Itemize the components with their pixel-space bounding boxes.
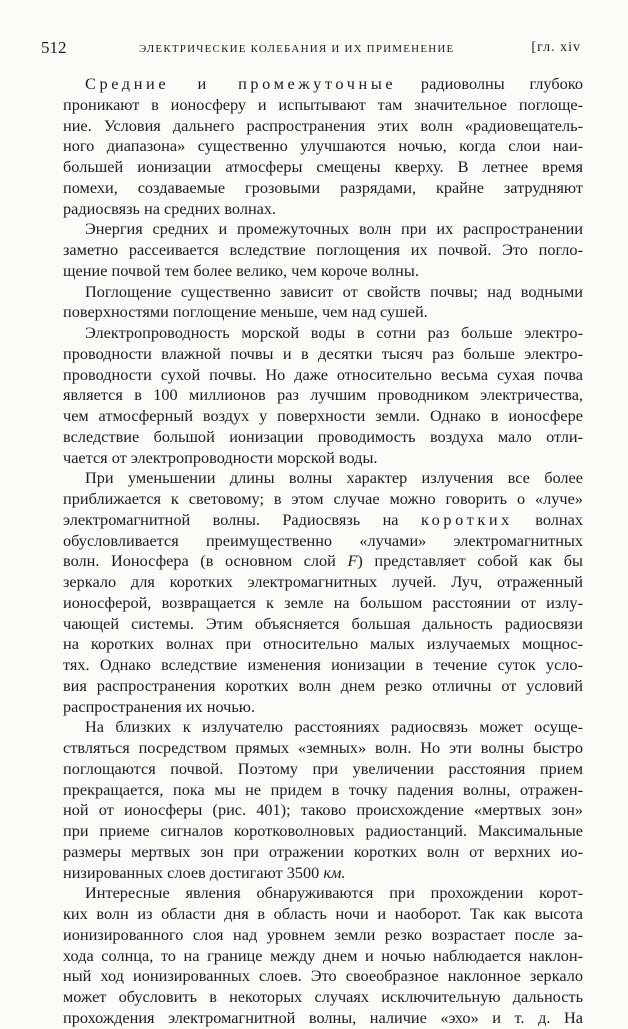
text-line: волн. Ионосфера (в основном слой F) представляет собой как бы [63, 551, 583, 571]
text-line: ного диапазона» существенно улучшаются ночью, когда слои наи- [63, 136, 583, 156]
text-line: ной от ионосферы (рис. 401); таково происхождение «мертвых зон» [63, 800, 583, 820]
text-line: щение почвой тем более велико, чем короче волны. [63, 260, 419, 280]
text-line: является в 100 миллионов раз лучшим проводником электричества, [63, 385, 583, 405]
running-title: ЭЛЕКТРИЧЕСКИЕ КОЛЕБАНИЯ И ИХ ПРИМЕНЕНИЕ [139, 43, 455, 55]
text-line: заметно рассеивается вследствие поглощения их почвой. Это погло- [63, 240, 583, 259]
text-line: поглощаются почвой. Поэтому при увеличении расстояния прием [63, 758, 583, 778]
text-line: ный ход ионизированных слоев. Это своеобразное наклонное зеркало [63, 966, 583, 986]
paragraph-1-line-1: Средние и промежуточные радиоволны глубоко [85, 74, 583, 93]
chapter-label: [гл. xiv [531, 40, 581, 55]
text-line: Электропроводность морской воды в сотни раз больше электро- [85, 323, 583, 342]
text-line: большей ионизации атмосферы смещены кверху. В летнее время [63, 157, 583, 176]
text-line: ствляться посредством прямых «земных» волн. Но эти волны быстро [63, 738, 583, 757]
text-line: ние. Условия дальнего распространения этих волн «радиовещатель- [63, 115, 583, 135]
text-line: поверхностями поглощение меньше, чем над сушей. [63, 302, 428, 322]
spaced-emphasis: коротких [420, 509, 513, 529]
text-line: Интересные явления обнаруживаются при прохождении корот- [85, 883, 583, 903]
text-line: распространения их ночью. [63, 696, 256, 716]
text-line: Энергия средних и промежуточных волн при их распространении [85, 219, 583, 239]
text-line: чем атмосферный воздух у поверхности земли. Однако в ионосфере [63, 406, 583, 425]
text-line: зеркало для коротких электромагнитных лучей. Луч, отраженный [63, 572, 583, 591]
text-line: Поглощение существенно зависит от свойств почвы; над водными [85, 281, 583, 301]
text-line: проводности влажной почвы и в десятки тысяч раз больше электро- [63, 343, 583, 363]
spaced-emphasis: Средние и промежуточные [85, 74, 397, 93]
text-line: чается от электропроводности морской воды. [63, 447, 378, 467]
text-line: радиосвязь на средних волнах. [63, 198, 277, 218]
text-line: прекращается, пока мы не придем в точку падения волны, отражен- [63, 779, 583, 799]
text-line: чающей системы. Этим объясняется большая дальность радиосвязи [63, 613, 583, 633]
text-line: проводности сухой почвы. Но даже относительно весьма сухая почва [63, 364, 583, 384]
text-line: может обусловить в некоторых случаях исключительную дальность [63, 987, 583, 1006]
text-line: низированных слоев достигают 3500 км. [63, 862, 346, 882]
text-line: ких волн из области дня в область ночи и наоборот. Так как высота [63, 904, 583, 923]
page-header [41, 38, 581, 60]
text-line: хода солнца, то на границе между днем и ночью наблюдается наклон- [63, 945, 583, 965]
text-line: На близких к излучателю расстояниях радиосвязь может осуще- [85, 717, 583, 737]
text-line: вследствие большой ионизации проводимость воздуха мало отли- [63, 426, 583, 446]
text-line: приближается к световому; в этом случае можно говорить о «луче» [63, 489, 583, 508]
text-line: прохождения электромагнитной волны, наличие «эхо» и т. д. На [63, 1007, 583, 1027]
text-line: ионизированного слоя над уровнем земли резко возрастает после за- [63, 924, 583, 944]
text-line: проникают в ионосферу и испытывают там значительное поглоще- [63, 94, 583, 114]
text-line: При уменьшении длины волны характер излучения все более [85, 468, 583, 488]
text-line: вия распространения коротких волн днем резко отличны от условий [63, 675, 583, 695]
text-line: электромагнитной волны. Радиосвязь на коротких волнах [63, 509, 583, 529]
text-line: обусловливается преимущественно «лучами» электромагнитных [63, 530, 583, 550]
body-text [63, 74, 583, 1029]
page-number: 512 [41, 38, 67, 57]
text-line: ионосферой, возвращается к земле на большом расстоянии от излу- [63, 592, 583, 612]
text-line: на коротких волнах при относительно малых излучаемых мощнос- [63, 634, 583, 654]
text-line: размеры мертвых зон при отражении коротких волн от верхних ио- [63, 841, 583, 861]
text-line: при приеме сигналов коротковолновых радиостанций. Максимальные [63, 821, 583, 840]
text-line: помехи, создаваемые грозовыми разрядами, крайне затрудняют [63, 177, 583, 197]
text-line: тях. Однако вследствие изменения ионизации в течение суток усло- [63, 655, 583, 674]
